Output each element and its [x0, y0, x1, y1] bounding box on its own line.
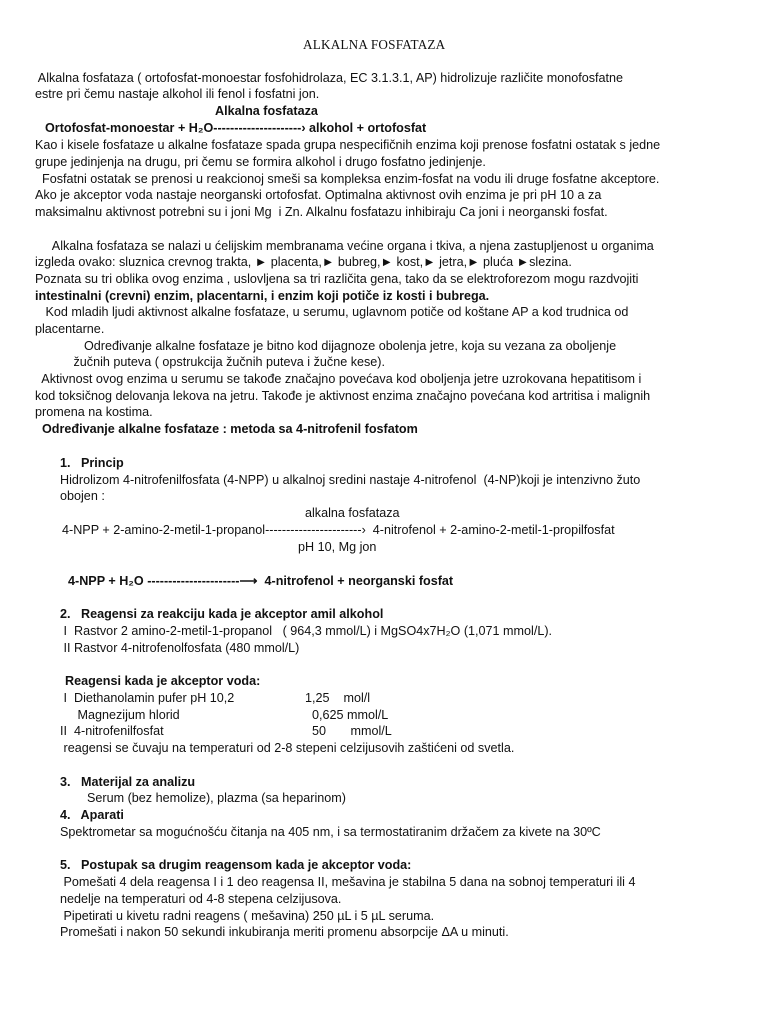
section-line: nedelje na temperaturi od 4-8 stepena celzijusova. — [60, 892, 342, 906]
section-line: I Rastvor 2 amino-2-metil-1-propanol ( 964,3 mmol/L) i MgSO4x7H₂O (1,071 mmol/L). — [60, 624, 553, 638]
method-heading: Određivanje alkalne fosfataze : metoda sa 4-nitrofenil fosfatom — [35, 422, 418, 436]
intro-line: estre pri čemu nastaje alkohol ili fenol i fosfatni jon. — [35, 87, 320, 101]
paragraph-line: izgleda ovako: sluznica crevnog trakta, ► placenta,► bubreg,► kost,► jetra,► pluća ►slezina. — [35, 255, 572, 269]
paragraph-line: Kod mladih ljudi aktivnost alkalne fosfataze, u serumu, uglavnom potiče od koštane AP a kod trudnica od — [35, 305, 629, 319]
paragraph-line: promena na kostima. — [35, 405, 153, 419]
reaction-conditions: pH 10, Mg jon — [298, 540, 377, 554]
paragraph-line-bold: intestinalni (crevni) enzim, placentarni, i enzim koji potiče iz kosti i bubrega. — [35, 289, 490, 303]
paragraph-line: Fosfatni ostatak se prenosi u reakcionoj smeši sa kompleksa enzim-fosfat na vodu ili druge fosfatne akceptore. — [35, 172, 660, 186]
paragraph-line: Alkalna fosfataza se nalazi u ćelijskim membranama većine organa i tkiva, a njena zastupljenost u organima — [35, 239, 654, 253]
section-heading-princip: 1. Princip — [60, 456, 124, 470]
reagent-value: 1,25 mol/l — [305, 691, 371, 705]
reaction-enzyme-label: alkalna fosfataza — [305, 506, 400, 520]
section-line: Hidrolizom 4-nitrofenilfosfata (4-NPP) u alkalnoj sredini nastaje 4-nitrofenol (4-NP)koji je intenzivno žuto — [60, 473, 641, 487]
reagent-name: Magnezijum hlorid — [60, 708, 180, 722]
paragraph-line: Aktivnost ovog enzima u serumu se takođe značajno povećava kod oboljenja jetre uzrokovana hepatitisom i — [35, 372, 642, 386]
reagent-value: 50 mmol/L — [312, 724, 392, 738]
reagent-name: I Diethanolamin pufer pH 10,2 — [60, 691, 235, 705]
section-line: Pomešati 4 dela reagensa I i 1 deo reagensa II, mešavina je stabilna 5 dana na sobnoj temperaturi ili 4 — [60, 875, 636, 889]
section-line: II Rastvor 4-nitrofenolfosfata (480 mmol/L) — [60, 641, 300, 655]
section-line: Pipetirati u kivetu radni reagens ( mešavina) 250 µL i 5 µL seruma. — [60, 909, 435, 923]
section-heading-reagensi: 2. Reagensi za reakciju kada je akceptor amil alkohol — [60, 607, 384, 621]
paragraph-line: kod toksičnog delovanja lekova na jetru. Takođe je aktivnost enzima značajno povećana kod artritisa i malignih — [35, 389, 651, 403]
reaction-equation-water: 4-NPP + H₂O ----------------------⟶ 4-nitrofenol + neorganski fosfat — [68, 574, 454, 588]
section-line: Promešati i nakon 50 sekundi inkubiranja meriti promenu absorpcije ΔA u minuti. — [60, 925, 509, 939]
paragraph-line: Ako je akceptor voda nastaje neorganski ortofosfat. Optimalna aktivnost ovih enzima je pri pH 10 a za — [35, 188, 602, 202]
reaction-enzyme-label: Alkalna fosfataza — [215, 104, 318, 118]
section-heading-aparati: 4. Aparati — [60, 808, 124, 822]
section-line: Serum (bez hemolize), plazma (sa heparinom) — [87, 791, 346, 805]
section-line: obojen : — [60, 489, 105, 503]
paragraph-line: žučnih puteva ( opstrukcija žučnih puteva i žučne kese). — [35, 355, 385, 369]
paragraph-line: placentarne. — [35, 322, 105, 336]
section-heading-materijal: 3. Materijal za analizu — [60, 775, 196, 789]
section-note: reagensi se čuvaju na temperaturi od 2-8 stepeni celzijusovih zaštićeni od svetla. — [60, 741, 515, 755]
reaction-equation: 4-NPP + 2-amino-2-metil-1-propanol-----------------------› 4-nitrofenol + 2-amino-2-metil-1-propilfosfat — [62, 523, 615, 537]
intro-line: Alkalna fosfataza ( ortofosfat-monoestar fosfohidrolaza, EC 3.1.3.1, AP) hidrolizuje različite monofosfatne — [35, 71, 624, 85]
section-heading-postupak: 5. Postupak sa drugim reagensom kada je akceptor voda: — [60, 858, 412, 872]
paragraph-line: Poznata su tri oblika ovog enzima , uslovljena sa tri različita gena, tako da se elektroforezom mogu razdvojiti — [35, 272, 639, 286]
document-title: ALKALNA FOSFATAZA — [303, 37, 446, 52]
paragraph-line: grupe jedinjenja na drugu, pri čemu se formira alkohol i drugo fosfatno jedinjenje. — [35, 155, 486, 169]
paragraph-line: Kao i kisele fosfataze u alkalne fosfataze spada grupa nespecifičnih enzima koji prenose fosfatni ostatak s jedne — [35, 138, 661, 152]
paragraph-line: Određivanje alkalne fosfataze je bitno kod dijagnoze obolenja jetre, koja su vezana za oboljenje — [35, 339, 617, 353]
reagent-value: 0,625 mmol/L — [312, 708, 389, 722]
paragraph-line: maksimalnu aktivnost potrebni su i joni Mg i Zn. Alkalnu fosfatazu inhibiraju Ca joni i neorganski fosfat. — [35, 205, 608, 219]
subsection-heading: Reagensi kada je akceptor voda: — [65, 674, 261, 688]
reagent-name: II 4-nitrofenilfosfat — [60, 724, 164, 738]
reaction-equation: Ortofosfat-monoestar + H₂O---------------------› alkohol + ortofosfat — [45, 121, 427, 135]
section-line: Spektrometar sa mogućnošću čitanja na 405 nm, i sa termostatiranim držačem za kivete na 30ºC — [60, 825, 601, 839]
